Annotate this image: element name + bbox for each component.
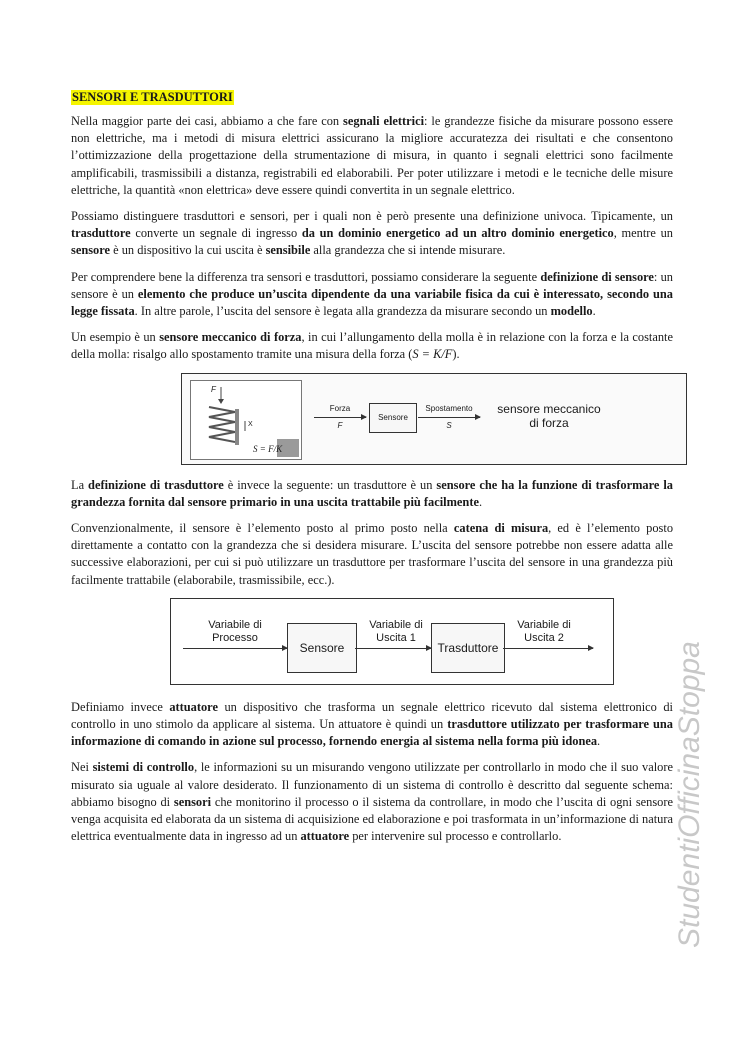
bold-text: definizione di sensore bbox=[540, 269, 654, 284]
text: , in cui l’allungamento della molla è in relazione con la forza e la costante della molla: risalgo allo spostamento tramite una misura della forza ( bbox=[71, 330, 673, 362]
force-symbol: F bbox=[337, 420, 343, 430]
text: La bbox=[71, 477, 89, 492]
bold-text: modello bbox=[550, 304, 593, 319]
text: Nei bbox=[71, 760, 93, 775]
text: è un dispositivo la cui uscita è bbox=[110, 243, 266, 258]
text: Definiamo invece bbox=[71, 699, 170, 714]
watermark-text: StudentiOfficinaStoppa bbox=[673, 641, 706, 948]
text: per intervenire sul processo e controllarlo. bbox=[349, 829, 562, 844]
input-variable-label: Variabile di Processo bbox=[208, 618, 262, 644]
figure-measurement-chain bbox=[170, 598, 614, 685]
bold-text: elemento che produce un’uscita dipendente da una variabile fisica da cui è interessato, secondo una legge fissata bbox=[71, 286, 674, 319]
arrow bbox=[418, 417, 480, 418]
bold-text: trasduttore bbox=[71, 226, 131, 241]
text: ). bbox=[452, 347, 460, 362]
arrow bbox=[355, 648, 431, 649]
document-page bbox=[71, 88, 673, 854]
bold-text: sensore meccanico di forza bbox=[159, 330, 302, 345]
transducer-block: Trasduttore bbox=[431, 623, 505, 673]
bold-text: catena di misura bbox=[453, 521, 549, 536]
paragraph-definizione-trasduttore bbox=[71, 477, 673, 511]
bold-text: sensibile bbox=[265, 243, 311, 258]
text: che monitorino il processo o il sistema da controllare, in modo che l’uscita di ogni sensore venga acquisita ed elaborata da un sistema di acquisizione ed elaborazione e poi trasformata in un’informazione di natura elettrica eventualmente data in ingresso ad un bbox=[71, 794, 673, 844]
section-heading: SENSORI E TRASDUTTORI bbox=[72, 90, 233, 104]
text: , le informazioni su un misurando vengono utilizzate per controllarlo in modo che il suo valore misurato sia uguale al valore desiderato. Il funzionamento di un sistema di controllo è descritto dal seguente schema: abbiamo bisogno di bbox=[71, 760, 673, 809]
paragraph-attuatore bbox=[71, 699, 673, 751]
bold-text: sensori bbox=[173, 794, 212, 809]
bold-text: trasduttore utilizzato per trasformare una informazione di comando in azione sul processo, fornendo energia al sistema nella forma più idonea bbox=[71, 717, 674, 749]
text: un dispositivo che trasforma un segnale elettrico ricevuto dal sistema elettronico di controllo in uno stimolo da applicare al sistema. Un attuatore è quindi un bbox=[71, 699, 673, 732]
text: . bbox=[597, 734, 601, 749]
arrow bbox=[183, 648, 287, 649]
bold-text: sensore che ha la funzione di trasformare la grandezza fornita dal sensore primario in una uscita trattabile più facilmente bbox=[71, 477, 674, 509]
output-variable-2-label: Variabile di Uscita 2 bbox=[517, 618, 571, 644]
text: Nella maggior parte dei casi, abbiamo a che fare con bbox=[71, 114, 344, 128]
text: è invece la seguente: un trasduttore è un bbox=[223, 477, 437, 492]
output-variable-1-label: Variabile di Uscita 1 bbox=[369, 618, 423, 644]
displacement-label: Spostamento bbox=[425, 403, 473, 413]
text: converte un segnale di ingresso bbox=[130, 226, 302, 241]
text: Possiamo distinguere trasduttori e sensori, per i quali non è però presente una definizione univoca. Tipicamente, un bbox=[71, 209, 673, 224]
spring-drawing bbox=[190, 380, 302, 460]
text: , mentre un bbox=[613, 226, 673, 241]
force-label: Forza bbox=[329, 403, 351, 413]
formula-text: S = K/F bbox=[412, 347, 453, 362]
bold-text: attuatore bbox=[169, 699, 218, 714]
spring-force-label: F bbox=[211, 384, 216, 394]
displacement-symbol: S bbox=[446, 420, 452, 430]
sensor-box: Sensore bbox=[369, 403, 417, 433]
paragraph-sistemi-controllo bbox=[71, 759, 673, 845]
sensor-block: Sensore bbox=[287, 623, 357, 673]
paragraph-segnali-elettrici bbox=[71, 113, 673, 199]
bold-text: attuatore bbox=[300, 829, 350, 844]
bold-text: segnali elettrici bbox=[343, 114, 425, 128]
bold-text: sensore bbox=[71, 243, 111, 258]
text: . bbox=[478, 494, 483, 509]
text: : le grandezze fisiche da misurare possono essere non elettriche, ma i metodi di misura elettrici assicurano la migliore accuratezza dei risultati e che consentono l’ottimizzazione della progettazione della strumentazione di misura, in quanto i segnali elettrici sono facilmente amplificabili, trasmissibili a distanza, registrabili ed elaborabili. Per poter utilizzare i metodi e le tecniche delle misure elettriche, la quantità «non elettrica» deve essere quindi convertita in un segnale elettrico. bbox=[71, 114, 673, 197]
text: : un sensore è un bbox=[71, 269, 673, 301]
paragraph-esempio-sensore bbox=[71, 329, 673, 363]
text: Un esempio è un bbox=[71, 330, 160, 345]
text: . In altre parole, l’uscita del sensore è legata alla grandezza da misurare secondo un bbox=[134, 304, 551, 319]
spring-formula: S = F/K bbox=[253, 443, 283, 454]
text: , ed è l’elemento posto direttamente a contatto con la grandezza che si desidera misurare. L’uscita del sensore potrebbe non essere adatta alle successive elaborazioni, per cui si può utilizzare un trasduttore per trasformare l’uscita del sensore in una grandezza più facilmente trattabile (elaborabile, trasmissibile, ecc.). bbox=[71, 521, 674, 587]
text: alla grandezza che si intende misurare. bbox=[310, 243, 506, 258]
bold-text: sistemi di controllo bbox=[92, 760, 195, 775]
figure-caption: sensore meccanico di forza bbox=[497, 401, 601, 430]
paragraph-trasduttori-sensori bbox=[71, 208, 673, 260]
bold-text: definizione di trasduttore bbox=[88, 477, 224, 492]
watermark bbox=[645, 470, 706, 950]
arrow bbox=[314, 417, 366, 418]
figure-force-sensor bbox=[181, 373, 687, 465]
text: Convenzionalmente, il sensore è l’elemento posto al primo posto nella bbox=[71, 521, 454, 536]
text: Per comprendere bene la differenza tra sensori e trasduttori, possiamo considerare la seguente bbox=[71, 269, 541, 284]
paragraph-catena-misura bbox=[71, 520, 673, 589]
paragraph-definizione-sensore bbox=[71, 269, 673, 321]
text: . bbox=[592, 304, 596, 319]
arrow bbox=[503, 648, 593, 649]
bold-text: da un dominio energetico ad un altro dominio energetico bbox=[301, 226, 614, 241]
spring-x-label: X bbox=[248, 420, 253, 428]
spring-icon bbox=[191, 381, 301, 459]
